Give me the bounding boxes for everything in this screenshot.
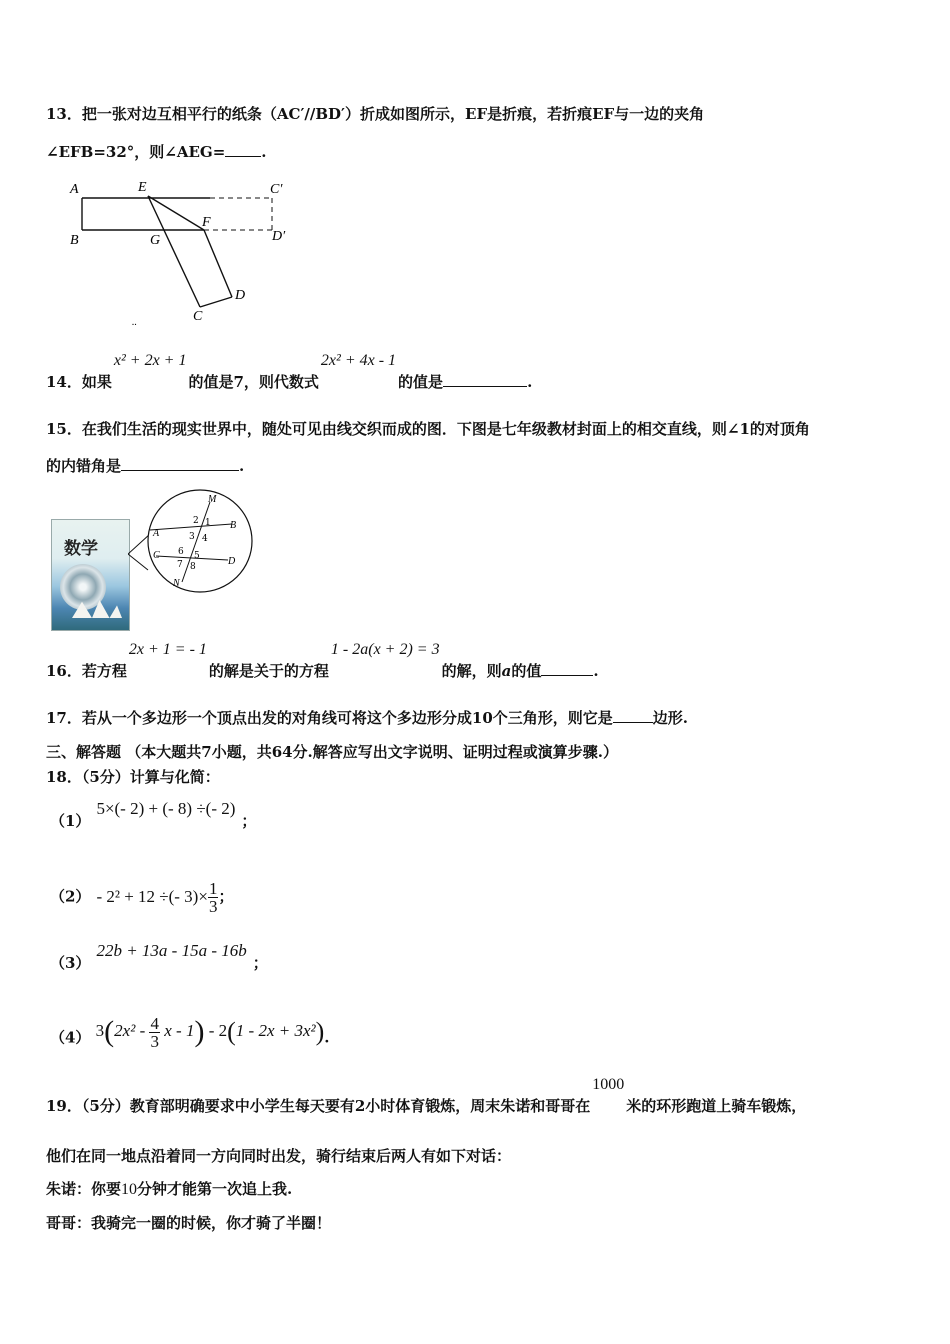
q19-distance: 1000 (592, 1076, 625, 1093)
q15-end: . (239, 457, 245, 475)
label-B: B (70, 233, 79, 248)
q18-item1-label: （1） (50, 812, 91, 830)
q14-expr2: 2x² + 4x - 1 (320, 352, 397, 369)
section3-title: 三、解答题 (46, 743, 122, 761)
svg-text:B: B (230, 520, 237, 531)
q16-variable: a (501, 662, 512, 680)
q17-line (46, 707, 688, 728)
q16-equation2: 1 - 2a(x + 2) = 3 (330, 641, 440, 658)
q16-suffix-b: 的值 (511, 662, 542, 680)
q18-item3-expr: 22b + 13a - 15a - 16b (96, 941, 247, 960)
q19-line3: 朱诺：你要10分钟才能第一次追上我. (46, 1180, 293, 1198)
q17-answer-blank (613, 708, 653, 723)
svg-text:4: 4 (202, 534, 208, 544)
q16-line (46, 641, 599, 681)
svg-text:2: 2 (193, 516, 199, 526)
q18-item2-label: （2） (50, 887, 91, 906)
q19-minutes: 10 (121, 1181, 138, 1198)
q14-end: . (527, 373, 533, 391)
label-F: F (202, 215, 211, 230)
q13-condition: ∠EFB=32°，则∠AEG= (46, 143, 226, 161)
label-G: G (150, 233, 161, 248)
svg-text:N: N (173, 578, 180, 589)
label-C: C (193, 309, 203, 324)
q15-line1: 15．在我们生活的现实世界中，随处可见由线交织而成的图．下图是七年级教材封面上的相交直线，则∠1的对顶角 (46, 420, 810, 438)
q14-line (46, 352, 533, 392)
q19-prefix: 19．（5分）教育部明确要求中小学生每天要有2小时体育锻炼，周末朱诺和哥哥在 (46, 1097, 591, 1115)
q16-answer-blank (541, 661, 593, 676)
label-A: A (70, 182, 79, 197)
q18-item3-label: （3） (50, 954, 91, 972)
q19-line2: 他们在同一地点沿着同一方向同时出发，骑行结束后两人有如下对话： (46, 1147, 512, 1165)
q18-item1-expr: 5×(- 2) + (- 8) ÷(- 2) (96, 799, 236, 818)
svg-text:A: A (153, 528, 160, 539)
q18-item4: （4） 3(2x² - $\frac{4}{3}$ x - 1) - 2(1 - 2x + 3x²). (50, 1014, 330, 1051)
q14-prefix: 14．如果 (46, 373, 112, 391)
q16-prefix: 16．若方程 (46, 662, 127, 680)
q14-mid: 的值是7，则代数式 (188, 373, 319, 391)
q19-line4: 哥哥：我骑完一圈的时候，你才骑了半圈！ (46, 1214, 332, 1232)
q17-end: 边形. (652, 709, 688, 727)
q19-line1 (46, 1076, 807, 1116)
q18-title: 18．（5分）计算与化简： (46, 768, 220, 786)
svg-text:D: D (228, 556, 236, 567)
q16-mid: 的解是关于的方程 (208, 662, 329, 680)
section3-heading (46, 741, 618, 762)
q14-expr1: x² + 2x + 1 (113, 352, 187, 369)
q13-answer-blank (225, 142, 261, 157)
svg-text:M: M (208, 494, 217, 505)
q15-text: 的内错角是 (46, 457, 122, 475)
svg-text:5: 5 (194, 551, 200, 561)
q18-item2-expr: - 2² + 12 ÷(- 3)× (96, 886, 208, 906)
q13-line2 (46, 141, 267, 162)
q13-folded-strip-figure (60, 172, 310, 332)
section3-note: （本大题共7小题，共64分.解答应写出文字说明、证明过程或演算步骤.） (126, 743, 619, 761)
textbook-title: 数学 (64, 539, 98, 559)
q16-equation1: 2x + 1 = - 1 (128, 641, 207, 658)
q18-item1: （1）5×(- 2) + (- 8) ÷(- 2)； (50, 799, 257, 830)
q15-intersecting-lines-figure (128, 488, 258, 598)
q15-answer-blank (121, 456, 239, 471)
q18-item4-label: （4） (50, 1028, 91, 1047)
svg-text:7: 7 (177, 560, 183, 570)
label-D-prime: D′ (272, 229, 286, 244)
svg-text:1: 1 (205, 518, 211, 528)
q16-suffix-a: 的解，则 (441, 662, 502, 680)
svg-text:3: 3 (189, 532, 195, 542)
label-E: E (138, 180, 147, 195)
q15-line2 (46, 455, 244, 476)
svg-text:8: 8 (190, 562, 196, 572)
label-dots: .. (132, 317, 137, 328)
label-D: D (235, 288, 246, 303)
q13-end: . (261, 143, 267, 161)
q16-end: . (593, 662, 599, 680)
label-C-prime: C′ (270, 182, 283, 197)
q13-line1: 13．把一张对边互相平行的纸条（AC′//BD′）折成如图所示，EF是折痕，若折痕EF与一边的夹角 (46, 105, 705, 123)
q19-suffix: 米的环形跑道上骑车锻炼， (626, 1097, 807, 1115)
q18-item2: （2） - 2² + 12 ÷(- 3)× $\frac{1}{3}$ ； (50, 879, 234, 916)
q17-text: 17．若从一个多边形一个顶点出发的对角线可将这个多边形分成10个三角形，则它是 (46, 709, 613, 727)
q14-suffix: 的值是 (398, 373, 444, 391)
q18-item4-expr: 3(2x² - $\frac{4}{3}$ x - 1) - 2(1 - 2x + 3x²) (95, 1014, 325, 1051)
q14-answer-blank (443, 372, 527, 387)
textbook-cover (51, 519, 130, 631)
svg-text:6: 6 (178, 547, 184, 557)
svg-text:C: C (153, 550, 160, 561)
q18-item2-fraction: $\frac{1}{3}$ (208, 879, 218, 916)
q18-item3: （3）22b + 13a - 15a - 16b； (50, 941, 268, 972)
